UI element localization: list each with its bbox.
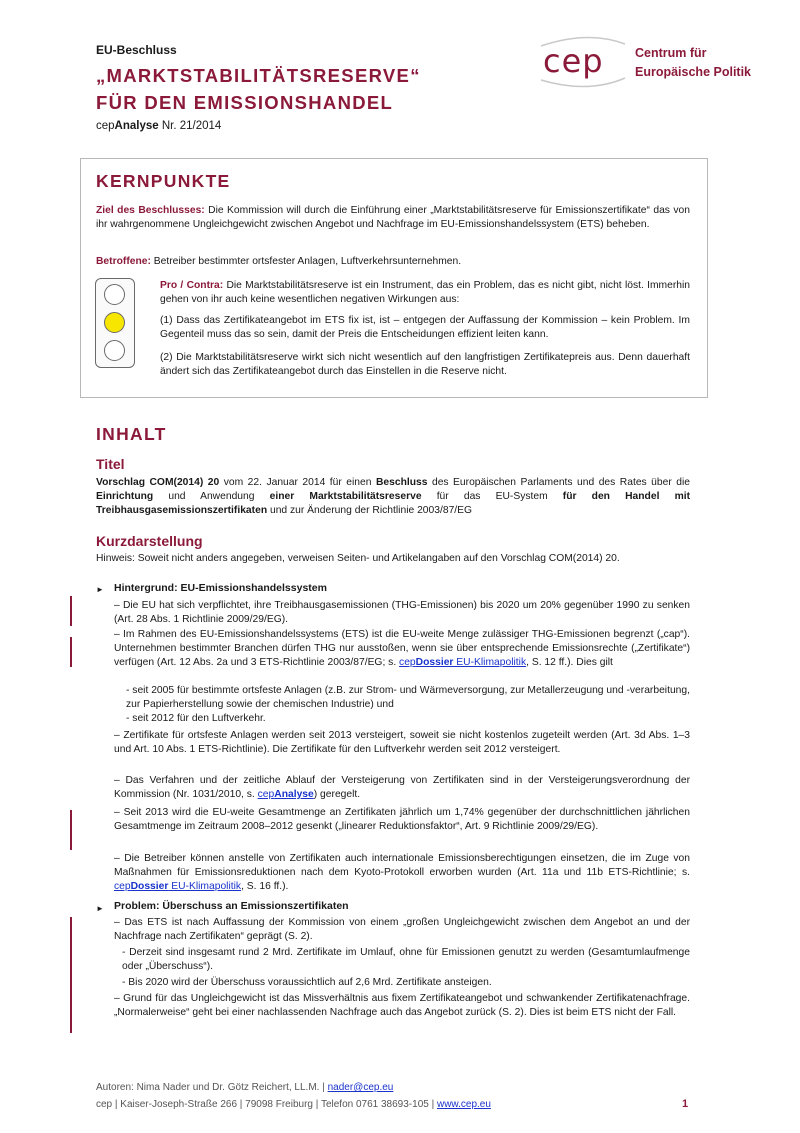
analyse-prefix: cep bbox=[96, 120, 115, 132]
triangle-bullet-icon: ► bbox=[96, 904, 104, 913]
cep-logo bbox=[533, 30, 633, 90]
titel-part: für den Handel mit Treibhausgasemissionszertifikaten bbox=[96, 490, 691, 516]
text-run: – Das Verfahren und der zeitliche Ablauf der Versteigerung von Zertifikaten sind in der Versteigerungsverordnung der Kommission (Nr. 1031/2010, s. bbox=[114, 775, 690, 800]
document-kicker: EU-Beschluss bbox=[96, 43, 177, 57]
website-link[interactable]: www.cep.eu bbox=[436, 1099, 491, 1110]
titel-text bbox=[96, 476, 690, 517]
cep-analyse-link[interactable] bbox=[258, 789, 314, 800]
link-part: Analyse bbox=[274, 788, 314, 800]
list-item bbox=[114, 852, 690, 893]
text-run: – Im Rahmen des EU-Emissionshandelssystems (ETS) ist die EU-weite Menge zulässiger THG-Emissionen begrenzt („cap“). Unternehmen bestimmter Branchen dürfen THG nur ausstoßen, wenn sie über entsprechende Emissionsrechte („Zertifikate“) verfügen (Art. 12 Abs. 2a und 3 ETS-Richtlinie 2003/87/EG; s. bbox=[114, 629, 690, 668]
traffic-light-icon bbox=[95, 278, 135, 368]
titel-part: des Europäischen Parlaments und des Rates über die bbox=[427, 477, 690, 488]
text-run: – Die Betreiber können anstelle von Zertifikaten auch internationale Emissionsberechtigungen einsetzen, die im Zuge von Maßnahmen für Emissionsreduktionen nach dem Kyoto-Protokoll erworben wurden (Art. 11a und 11b ETS-Richtlinie; s. bbox=[114, 853, 690, 878]
logo-line-2: Europäische Politik bbox=[635, 65, 752, 79]
logo-text bbox=[635, 44, 751, 82]
titel-part: vom 22. Januar 2014 für einen bbox=[219, 477, 376, 488]
document-title bbox=[96, 62, 421, 116]
change-bar bbox=[70, 917, 72, 1033]
triangle-bullet-icon: ► bbox=[96, 585, 104, 594]
change-bar bbox=[70, 637, 72, 667]
link-part: cep bbox=[114, 880, 131, 892]
betroffene-text: Betreiber bestimmter ortsfester Anlagen, Luftverkehrsunternehmen. bbox=[150, 256, 462, 267]
footer-authors bbox=[96, 1082, 393, 1093]
page-number: 1 bbox=[682, 1098, 689, 1110]
sub-item: - seit 2012 für den Luftverkehr. bbox=[126, 713, 266, 724]
sub-item: - seit 2005 für bestimmte ortsfeste Anlagen (z.B. zur Strom- und Wärmeversorgung, zur Metallerzeugung und -verarbeitung, zur Papierherstellung sowie der chemischen Industrie) und bbox=[126, 685, 690, 710]
link-part: cep bbox=[399, 656, 416, 668]
ziel-label: Ziel des Beschlusses: bbox=[96, 205, 205, 216]
cep-dossier-link[interactable] bbox=[399, 657, 526, 668]
hinweis-text: Hinweis: Soweit nicht anders angegeben, verweisen Seiten- und Artikelangaben auf den Vorschlag COM(2014) 20. bbox=[96, 553, 620, 564]
change-bar bbox=[70, 810, 72, 850]
list-item: – Zertifikate für ortsfeste Anlagen werden seit 2013 versteigert, soweit sie nicht kostenlos zugeteilt werden (Art. 3d Abs. 1–3 und Art. 10 Abs. 1 ETS-Richtlinie). Die Zertifikate für den Luftverkehr werden seit 2012 versteigert. bbox=[114, 730, 690, 755]
text-run: , S. 12 ff.). Dies gilt bbox=[526, 656, 613, 668]
titel-part: und zur Änderung der Richtlinie 2003/87/EG bbox=[267, 504, 473, 516]
analyse-number bbox=[96, 120, 221, 132]
link-part: EU-Klimapolitik bbox=[453, 656, 527, 668]
titel-part: einer Marktstabilitätsreserve bbox=[269, 490, 422, 502]
ziel-paragraph bbox=[96, 204, 690, 232]
logo-letters: cep bbox=[543, 42, 604, 80]
footer-address bbox=[96, 1099, 491, 1110]
analyse-word: Analyse bbox=[114, 120, 159, 132]
list-item: – Grund für das Ungleichgewicht ist das Missverhältnis aus fixem Zertifikateangebot und schwankender Zertifikatenachfrage. „Normalerweise“ geht bei einer nachlassenden Nachfrage auch das Angebot zurück (S. 2). Dies ist beim ETS nicht der Fall. bbox=[114, 993, 690, 1018]
list-item bbox=[114, 774, 690, 802]
author-email-link[interactable]: nader@cep.eu bbox=[327, 1082, 394, 1093]
cep-dossier-link[interactable] bbox=[114, 881, 241, 892]
link-part: EU-Klimapolitik bbox=[168, 880, 242, 892]
authors-text: Autoren: Nima Nader und Dr. Götz Reichert, LL.M. | bbox=[96, 1082, 328, 1093]
pro-contra-text: Die Marktstabilitätsreserve ist ein Instrument, das ein Problem, das es nicht gibt, nicht löst. Immerhin gehen von ihr auch keine wesentlichen negativen Wirkungen aus: bbox=[160, 280, 691, 305]
betroffene-paragraph bbox=[96, 255, 690, 269]
titel-part: Einrichtung bbox=[96, 490, 154, 502]
light-bottom bbox=[104, 340, 125, 361]
titel-part: Beschluss bbox=[375, 477, 428, 488]
light-top bbox=[104, 284, 125, 305]
pro-contra-label: Pro / Contra: bbox=[160, 280, 224, 291]
link-part: cep bbox=[257, 788, 275, 800]
pro-contra-paragraph bbox=[160, 279, 690, 307]
title-line-2: FÜR DEN EMISSIONSHANDEL bbox=[96, 92, 394, 113]
pro-contra-point-1: (1) Dass das Zertifikateangebot im ETS fix ist, ist – entgegen der Auffassung der Kommission – kein Problem. Im Gegenteil muss das so sein, damit der Preis die Entscheidungen effizient leiten kann. bbox=[160, 315, 690, 340]
inhalt-heading: INHALT bbox=[96, 424, 167, 444]
betroffene-label: Betroffene: bbox=[96, 256, 151, 267]
title-line-1: „MARKTSTABILITÄTSRESERVE“ bbox=[96, 65, 421, 86]
section-problem-title: Problem: Überschuss an Emissionszertifikaten bbox=[114, 900, 349, 912]
ziel-text: Die Kommission will durch die Einführung einer „Marktstabilitätsreserve für Emissionszertifikate“ das von ihr wahrgenommene Ungleichgewicht zwischen Angebot und Nachfrage im EU-Emissionshandelssystem (ETS) beheben. bbox=[96, 205, 690, 230]
titel-part: und Anwendung bbox=[153, 490, 270, 502]
link-part: Dossier bbox=[130, 880, 169, 892]
list-item: – Das ETS ist nach Auffassung der Kommission von einem „großen Ungleichgewicht zwischen dem Angebot an und der Nachfrage nach Zertifikaten“ geprägt (S. 2). bbox=[114, 917, 690, 942]
list-item: – Die EU hat sich verpflichtet, ihre Treibhausgasemissionen (THG-Emissionen) bis 2020 um 20% gegenüber 1990 zu senken (Art. 28 Abs. 1 Richtlinie 2009/29/EG). bbox=[114, 600, 690, 625]
list-item: – Seit 2013 wird die EU-weite Gesamtmenge an Zertifikaten jährlich um 1,74% gegenüber der durchschnittlichen jährlichen Gesamtmenge im Zeitraum 2008–2012 gesenkt („linearer Reduktionsfaktor“, Art. 9 Richtlinie 2009/29/EG). bbox=[114, 807, 690, 832]
kernpunkte-heading: KERNPUNKTE bbox=[96, 171, 231, 191]
titel-part: Vorschlag COM(2014) 20 bbox=[96, 477, 220, 488]
titel-part: für das EU-System bbox=[421, 490, 563, 502]
text-run: ) geregelt. bbox=[313, 788, 361, 800]
light-middle-yellow bbox=[104, 312, 125, 333]
link-part: Dossier bbox=[415, 656, 454, 668]
logo-line-1: Centrum für bbox=[635, 46, 707, 60]
list-item bbox=[114, 628, 690, 669]
text-run: , S. 16 ff.). bbox=[241, 880, 289, 892]
sub-item: - Bis 2020 wird der Überschuss voraussichtlich auf 2,6 Mrd. Zertifikate ansteigen. bbox=[122, 977, 492, 988]
pro-contra-point-2: (2) Die Marktstabilitätsreserve wirkt sich nicht wesentlich auf den langfristigen Zertifikatepreis aus. Denn dauerhaft ändert sich das Zertifikateangebot durch das Einstellen in die Reserve nicht. bbox=[160, 352, 690, 377]
kurzdarstellung-heading: Kurzdarstellung bbox=[96, 533, 203, 549]
titel-heading: Titel bbox=[96, 456, 125, 472]
sub-item: - Derzeit sind insgesamt rund 2 Mrd. Zertifikate im Umlauf, ohne für Emissionen genutzt zu werden (Gesamtumlaufmenge oder „Überschuss“). bbox=[122, 947, 690, 972]
change-bar bbox=[70, 596, 72, 626]
address-text: cep | Kaiser-Joseph-Straße 266 | 79098 Freiburg | Telefon 0761 38693-105 | bbox=[96, 1099, 437, 1110]
section-hintergrund-title: Hintergrund: EU-Emissionshandelssystem bbox=[114, 582, 327, 594]
analyse-nr: Nr. 21/2014 bbox=[158, 120, 222, 132]
